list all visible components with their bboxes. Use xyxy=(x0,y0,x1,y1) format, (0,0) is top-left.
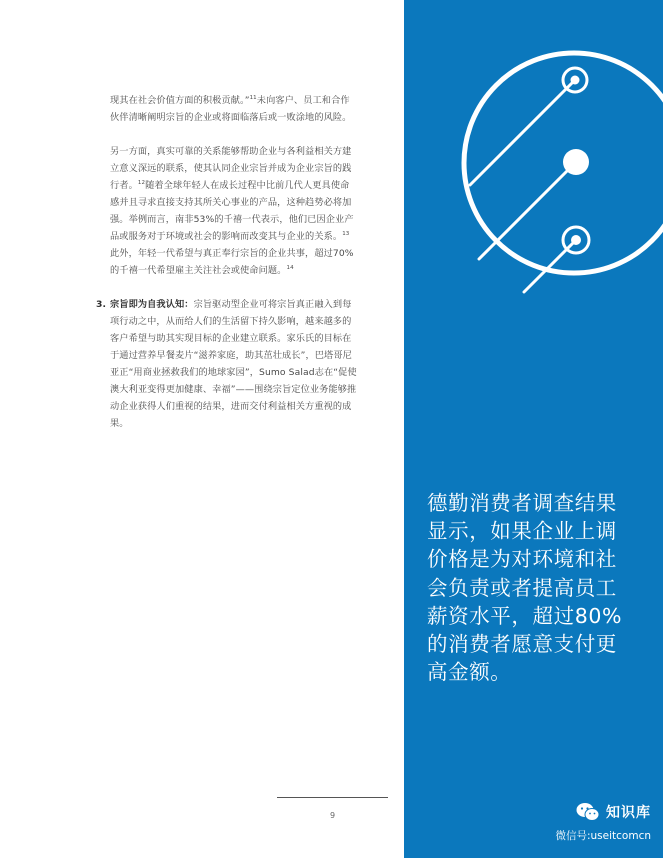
circle-nodes-graphic xyxy=(404,0,663,420)
watermark-title-row xyxy=(555,802,651,822)
body-text-column xyxy=(96,92,358,432)
watermark-name: 知识库 xyxy=(606,805,651,821)
watermark xyxy=(555,802,651,843)
footnote-ref-12: 12 xyxy=(137,179,146,186)
paragraph-2 xyxy=(110,143,358,279)
paragraph-1-text-a: 现其在社会价值方面的积极贡献。” xyxy=(110,95,250,106)
wechat-icon xyxy=(576,802,600,822)
paragraph-1 xyxy=(110,92,358,126)
paragraph-2-text-c: 此外，年轻一代希望与真正奉行宗旨的企业共事，超过70%的千禧一代希望雇主关注社会或使命问题。 xyxy=(110,248,354,276)
list-item-number: 3. xyxy=(96,299,107,310)
paragraph-1-text-b: 未向客户、员工和合作伙伴清晰阐明宗旨的企业或将面临落后或一败涂地的风险。 xyxy=(110,95,352,123)
graphic-node-middle xyxy=(563,149,589,175)
watermark-wechat-id: 微信号:useitcomcn xyxy=(555,830,651,842)
list-item-title: 宗旨即为自我认知： xyxy=(110,299,194,310)
graphic-node-bottom xyxy=(563,227,589,253)
footer-divider xyxy=(277,797,388,798)
paragraph-2-text-b: 随着全球年轻人在成长过程中比前几代人更具使命感并且寻求直接支持其所关心事业的产品，这种趋势必将加强。举例而言，南非53%的千禧一代表示，他们已因企业产品或服务对于环境或社会的影响而改变其与企业的关系。 xyxy=(110,180,354,242)
footnote-ref-14: 14 xyxy=(286,264,294,271)
footnote-ref-11: 11 xyxy=(249,94,257,101)
paragraph-2-text-a: 另一方面，真实可靠的关系能够帮助企业与各利益相关方建立意义深远的联系，使其认同企业宗旨并成为企业宗旨的践行者。 xyxy=(110,146,352,191)
footnote-ref-13: 13 xyxy=(342,230,350,237)
list-item-3 xyxy=(96,296,358,432)
list-item-text: 宗旨驱动型企业可将宗旨真正融入到每项行动之中，从而给人们的生活留下持久影响，越来越多的客户希望与助其实现目标的企业建立联系。家乐氏的目标在于通过营养早餐麦片“滋养家庭，助其茁壮成长”，巴塔哥尼亚正“用商业拯救我们的地球家园”，Sumo Salad志在“促使澳大利亚变得更加健康、幸福”——围绕宗旨定位业务能够推动企业获得人们重视的结果，进而交付利益相关方重视的成果。 xyxy=(110,299,357,429)
graphic-node-top xyxy=(563,68,587,92)
page-number: 9 xyxy=(329,811,336,820)
callout-quote: 德勤消费者调查结果显示，如果企业上调价格是为对环境和社会负责或者提高员工薪资水平，超过80%的消费者愿意支付更高金额。 xyxy=(427,491,623,685)
